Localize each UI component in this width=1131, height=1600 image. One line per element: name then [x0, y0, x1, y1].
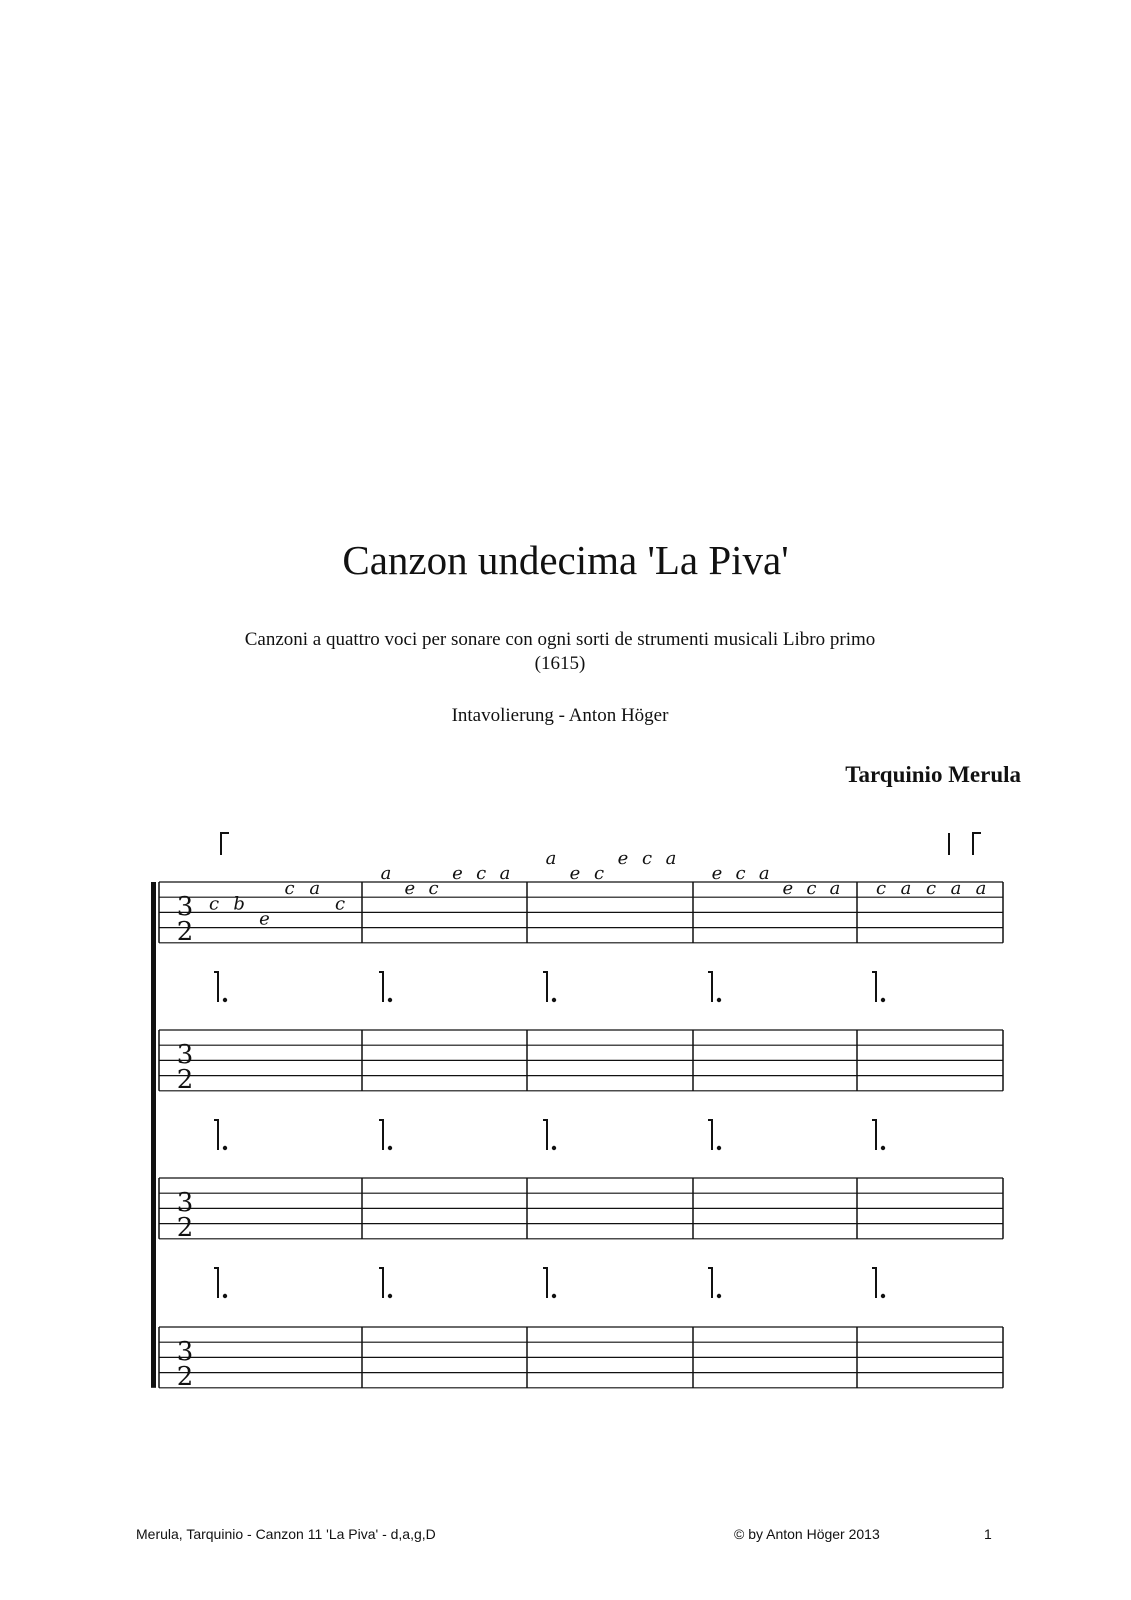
tab-letter: e: [782, 878, 794, 900]
tab-letter: a: [499, 863, 511, 884]
tab-letter: c: [593, 863, 605, 884]
system-bracket: [151, 882, 156, 1388]
tab-letter: c: [428, 878, 439, 900]
tab-letter: a: [950, 878, 962, 900]
tab-letter: e: [404, 878, 416, 900]
time-signature-top: 3: [176, 892, 194, 922]
time-signature-top: 3: [176, 1040, 194, 1070]
tab-letter: c: [208, 893, 220, 915]
rhythm-dot: [388, 1146, 392, 1150]
rhythm-dot: [223, 998, 227, 1002]
tab-letter: e: [617, 847, 629, 869]
tab-letter: e: [259, 908, 270, 930]
time-signature-bottom: 2: [176, 917, 194, 947]
tab-letter: a: [665, 847, 677, 869]
rhythm-dot: [717, 998, 721, 1002]
tab-letter: c: [735, 863, 746, 884]
tab-letter: e: [711, 863, 723, 884]
subtitle-line-1: Canzoni a quattro voci per sonare con ogni sorti de strumenti musicali Libro primo: [244, 629, 876, 650]
time-signature-top: 3: [176, 1188, 194, 1218]
tab-letter: a: [758, 863, 770, 884]
rhythm-sign: [872, 972, 876, 1002]
time-signature-top: 3: [176, 1337, 194, 1367]
rhythm-sign: [214, 1120, 218, 1150]
rhythm-dot: [223, 1146, 227, 1150]
time-signature-bottom: 2: [176, 1362, 194, 1392]
page-number: 1: [984, 1526, 992, 1542]
tab-letter: a: [975, 878, 987, 900]
time-signature-bottom: 2: [176, 1213, 194, 1243]
rhythm-dot: [388, 1294, 392, 1298]
rhythm-sign: [708, 972, 712, 1002]
rhythm-dot: [552, 998, 556, 1002]
rhythm-dot: [881, 1146, 885, 1150]
tab-letter: a: [545, 847, 557, 869]
tab-letter: c: [476, 863, 487, 884]
rhythm-dot: [388, 998, 392, 1002]
footer-title: Merula, Tarquinio - Canzon 11 'La Piva' - d,a,g,D: [136, 1526, 436, 1542]
tab-letter: c: [334, 893, 346, 915]
tab-letter: a: [309, 878, 321, 900]
rhythm-sign: [214, 972, 218, 1002]
arranger-credit: Intavolierung - Anton Höger: [451, 705, 669, 726]
rhythm-sign: [708, 1120, 712, 1150]
tab-letter: c: [875, 878, 887, 900]
rhythm-dot: [717, 1146, 721, 1150]
composer-name: Tarquinio Merula: [845, 762, 1021, 787]
rhythm-dot: [881, 998, 885, 1002]
tab-letter: a: [829, 878, 841, 900]
rhythm-dot: [223, 1294, 227, 1298]
rhythm-sign: [214, 1268, 218, 1298]
tab-letter: b: [233, 893, 245, 915]
rhythm-sign: [872, 1268, 876, 1298]
rhythm-dot: [552, 1146, 556, 1150]
rhythm-dot: [881, 1294, 885, 1298]
tab-letter: c: [806, 878, 817, 900]
rhythm-sign: [379, 972, 383, 1002]
rhythm-dot: [552, 1294, 556, 1298]
rhythm-sign: [543, 1268, 547, 1298]
tab-letter: e: [569, 863, 581, 884]
rhythm-sign: [872, 1120, 876, 1150]
tab-letter: c: [641, 847, 653, 869]
rhythm-sign: [543, 1120, 547, 1150]
rhythm-flag: [973, 833, 981, 855]
tab-letter: a: [900, 878, 912, 900]
tab-letter: e: [452, 863, 463, 884]
tab-letter: c: [925, 878, 937, 900]
page-title: Canzon undecima 'La Piva': [342, 537, 789, 583]
time-signature-bottom: 2: [176, 1065, 194, 1095]
footer-copyright: © by Anton Höger 2013: [734, 1526, 880, 1542]
rhythm-sign: [379, 1268, 383, 1298]
rhythm-sign: [708, 1268, 712, 1298]
rhythm-sign: [379, 1120, 383, 1150]
subtitle-line-2: (1615): [534, 653, 586, 674]
tab-letter: c: [284, 878, 295, 900]
rhythm-flag: [221, 833, 229, 855]
tab-letter: a: [380, 863, 392, 884]
rhythm-sign: [543, 972, 547, 1002]
rhythm-dot: [717, 1294, 721, 1298]
